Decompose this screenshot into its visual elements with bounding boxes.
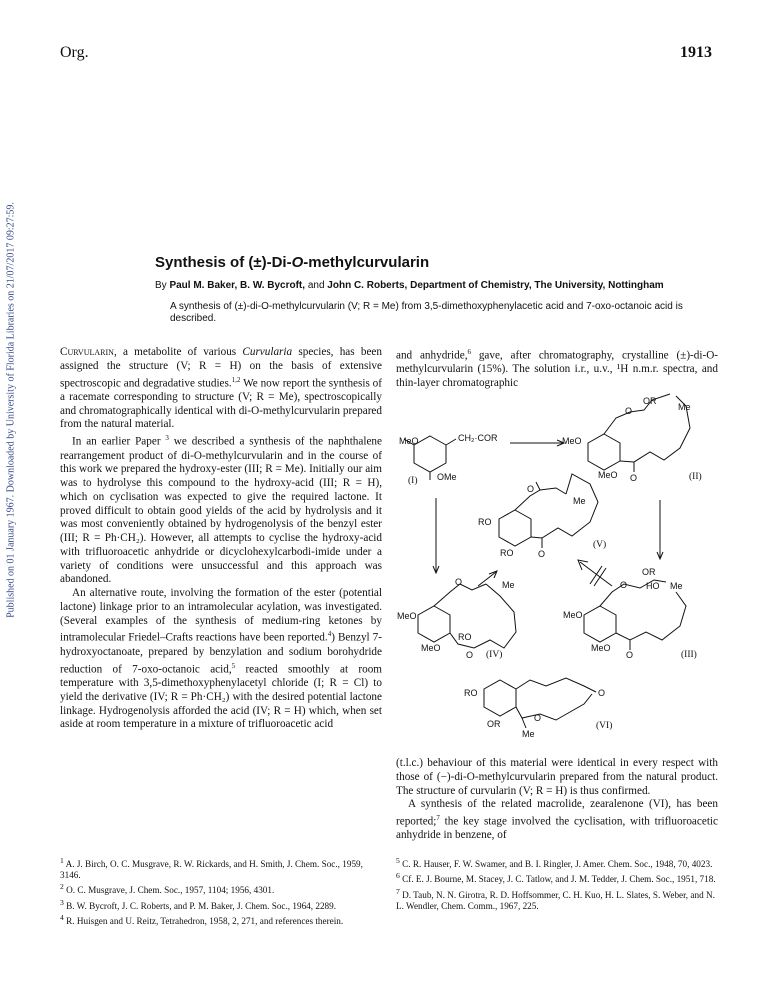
scheme-IV-o: O [455, 577, 463, 587]
benzene-ring-III [584, 606, 616, 642]
scheme-II-ketone: O [630, 473, 638, 483]
paragraph-1: Curvularin, a metabolite of various Curvularia species, has been assigned the structure (V; R = H) on the basis of extensive spectroscopic and degradative studies.$^{1,2}$ We now report the synthesis of a racemate corresponding to structure (V; R = Me), spectroscopically and chromatographically identical with di-O-methylcurvularin prepared from the natural material. [60, 346, 382, 431]
scheme-II-meo1: MeO [562, 436, 582, 446]
journal-name: Org. [60, 44, 89, 61]
benzene-ring-V [499, 510, 531, 546]
benzene-ring-IV [418, 606, 450, 642]
right-column-top: and anhydride,$^6$ gave, after chromatography, crystalline (±)-di-O-methylcurvularin (15%). The solution i.r., u.v., ¹H n.m.r. spectra, and thin-layer chromatographic [396, 348, 718, 390]
footnote: $^2$ O. C. Musgrave, J. Chem. Soc., 1957, 1104; 1956, 4301. [60, 882, 275, 896]
compound-label-III: (III) [681, 650, 697, 660]
scheme-III-meo1: MeO [563, 610, 583, 620]
scheme-II-me: Me [678, 402, 691, 412]
scheme-IV-meo2: MeO [421, 643, 441, 653]
scheme-VI-ro: RO [464, 688, 478, 698]
footnote: $^6$ Cf. E. J. Bourne, M. Stacey, J. C. Tatlow, and J. M. Tedder, J. Chem. Soc., 1951, 718. [396, 871, 716, 885]
scheme-III-or: OR [642, 567, 656, 577]
paragraph-3: An alternative route, involving the formation of the ester (potential lactone) linkage prior to an intramolecular acylation, was investigated. (Several examples of the synthesis of medium-ring ketones by intramolecular Friedel–Crafts reactions have been reported.$^4$) Benzyl 7-hydroxyoctanoate, prepared by benzylation and sodium borohydride reduction of 7-oxo-octanoic acid,$^5$ reacted smoothly at room temperature with 3,5-dimethoxyphenylacetyl chloride (I; R = Cl) to yield the derivative (IV; R = Ph·CH₂) with the desired potential lactone linkage. Hydrogenolysis afforded the acid (IV; R = H) which, when set aside at room temperature in a mixture of trifluoroacetic acid [60, 587, 382, 731]
scheme-I-meo: MeO [399, 436, 419, 446]
scheme-III-me: Me [670, 581, 683, 591]
scheme-IV-ro: RO [458, 632, 472, 642]
scheme-III-ho: HO [646, 581, 660, 591]
author-line: By Paul M. Baker, B. W. Bycroft, and John C. Roberts, Department of Chemistry, The University, Nottingham [155, 280, 664, 291]
right-column-bottom: (t.l.c.) behaviour of this material were identical in every respect with those of (−)-di-O-methylcurvularin prepared from the natural product. The structure of curvularin (V; R = H) is thus confirmed. A synthesis of the related macrolide, zearalenone (VI), has been reported;$^7$ the key stage involved the cyclisation, with trifluoroacetic anhydride in benzene, of [396, 757, 718, 842]
scheme-VI-o2: O [598, 688, 606, 698]
paragraph-2: In an earlier Paper $^3$ we described a synthesis of the naphthalene rearrangement product of di-O-methylcurvularin and in the course of this work we prepared the hydroxy-ester (III; R = Me). Initially our aim was to hydrolyse this compound to the hydroxy-acid (III; R = H), which on cyclisation was expected to give the required lactone. It proved difficult to obtain good yields of the acid by hydrolysis and it was most conveniently obtained by hydrogenolysis of the benzyl ester (III; R = Ph·CH₂). However, all attempts to cyclise the hydroxy-acid with trifluoroacetic anhydride or dicyclohexylcarbodi-imide under a variety of conditions were unsuccessful and this approach was abandoned. [60, 434, 382, 586]
footnote: $^7$ D. Taub, N. N. Girotra, R. D. Hoffsommer, C. H. Kuo, H. L. Slates, S. Weber, and N. L. Wendler, Chem. Comm., 1967, 225. [396, 886, 715, 911]
scheme-V-me: Me [573, 496, 586, 506]
scheme-III-o: O [620, 580, 628, 590]
footnote: $^5$ C. R. Hauser, F. W. Swamer, and B. I. Ringler, J. Amer. Chem. Soc., 1948, 70, 4023. [396, 856, 713, 870]
page-number: 1913 [680, 44, 712, 61]
scheme-V-o: O [527, 484, 535, 494]
scheme-III-meo2: MeO [591, 643, 611, 653]
compound-label-IV: (IV) [486, 650, 503, 660]
footnote: $^3$ B. W. Bycroft, J. C. Roberts, and P. M. Baker, J. Chem. Soc., 1964, 2289. [60, 897, 337, 911]
footnote: $^4$ R. Huisgen and U. Reitz, Tetrahedron, 1958, 2, 271, and references therein. [60, 913, 344, 927]
benzene-ring-I [414, 436, 446, 472]
compound-label-VI: (VI) [596, 721, 613, 731]
abstract: A synthesis of (±)-di-O-methylcurvularin (V; R = Me) from 3,5-dimethoxyphenylacetic acid and 7-oxo-octanoic acid is described. [170, 301, 683, 324]
footnote: $^1$ A. J. Birch, O. C. Musgrave, R. W. Rickards, and H. Smith, J. Chem. Soc., 1959, 3146. [60, 856, 363, 881]
scheme-III-ketone: O [626, 650, 634, 660]
benzene-ring-VI [484, 680, 516, 716]
scheme-VI-o1: O [534, 713, 542, 723]
compound-label-V: (V) [593, 540, 607, 550]
scheme-V-ro2: RO [500, 548, 514, 558]
compound-label-II: (II) [689, 472, 702, 482]
benzene-ring-II [588, 434, 620, 470]
scheme-I-ome: OMe [437, 472, 457, 482]
scheme-IV-me: Me [502, 580, 515, 590]
scheme-VI-me: Me [522, 729, 535, 739]
arrow-IV-V [478, 572, 496, 586]
scheme-I-side-chain: CH₂·COR [458, 433, 498, 443]
scheme-IV-meo1: MeO [397, 611, 417, 621]
scheme-V-ketone: O [538, 549, 546, 559]
scheme-II-or: OR [643, 396, 657, 406]
scheme-VI-or: OR [487, 719, 501, 729]
article-title: Synthesis of (±)-Di-O-methylcurvularin [155, 254, 430, 271]
compound-label-I: (I) [408, 476, 418, 486]
scheme-II-o: O [625, 406, 633, 416]
scheme-II-meo2: MeO [598, 470, 618, 480]
scheme-IV-ro-o: O [466, 650, 474, 660]
download-notice: Published on 01 January 1967. Downloaded by University of Florida Libraries on 21/07/2017 09:27:59. [5, 202, 17, 618]
scheme-V-ro1: RO [478, 517, 492, 527]
